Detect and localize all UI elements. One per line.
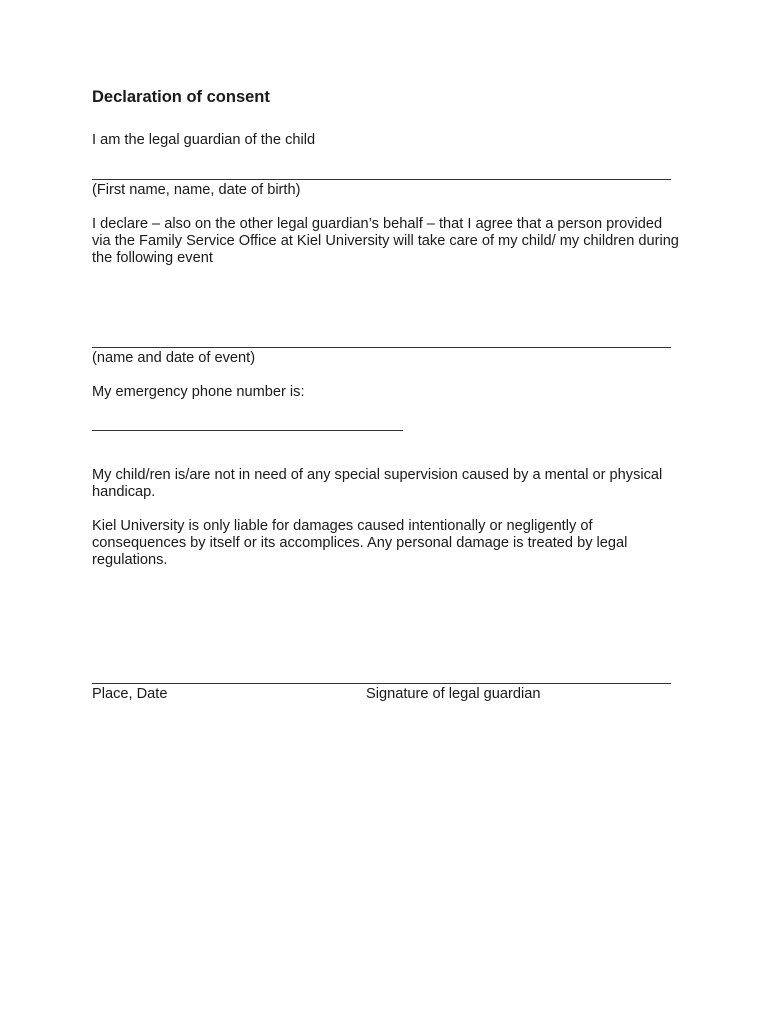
child-field-caption: (First name, name, date of birth) <box>92 182 301 198</box>
event-field-caption: (name and date of event) <box>92 350 256 366</box>
emergency-phone-line[interactable] <box>92 430 403 431</box>
event-line[interactable] <box>92 347 671 348</box>
child-name-line[interactable] <box>92 179 671 180</box>
place-date-caption: Place, Date <box>92 686 168 702</box>
signature-caption: Signature of legal guardian <box>366 686 541 702</box>
declaration-text: I declare – also on the other legal guardian’s behalf – that I agree that a person provided via the Family Service Office at Kiel University will take care of my child/ my children during the following event <box>92 216 679 266</box>
liability-statement: Kiel University is only liable for damages caused intentionally or negligently of consequences by itself or its accomplices. Any personal damage is treated by legal regulations. <box>92 518 628 568</box>
signature-line[interactable] <box>92 683 671 684</box>
emergency-phone-label: My emergency phone number is: <box>92 384 305 400</box>
document-title: Declaration of consent <box>92 88 270 106</box>
guardian-statement: I am the legal guardian of the child <box>92 132 316 148</box>
supervision-statement: My child/ren is/are not in need of any special supervision caused by a mental or physical handicap. <box>92 467 663 500</box>
